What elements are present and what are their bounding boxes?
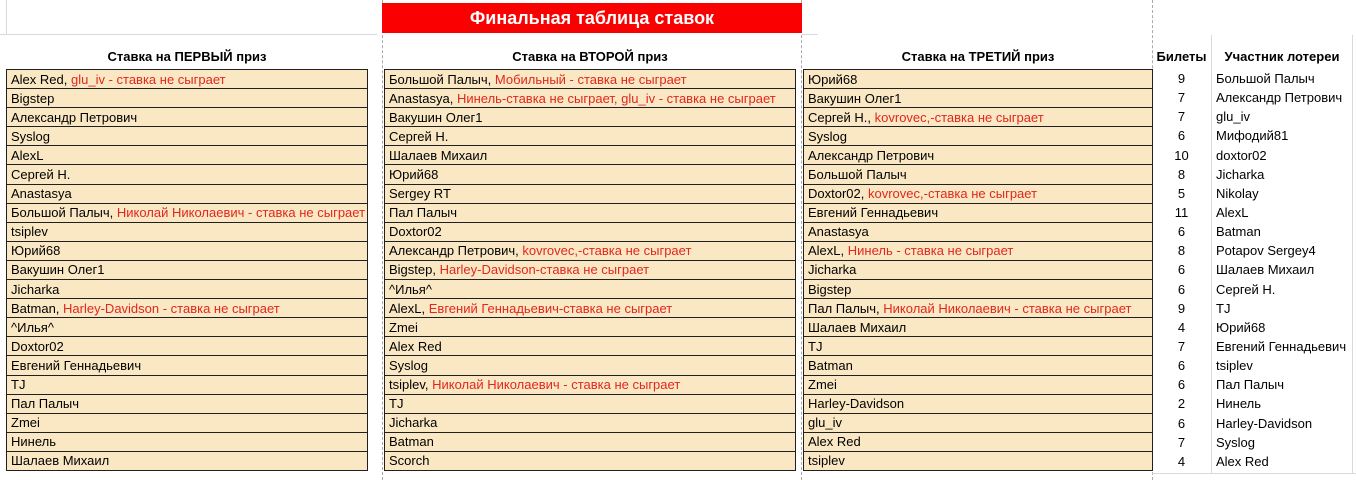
- participant-cell[interactable]: glu_iv: [1216, 109, 1250, 125]
- ticket-count-cell[interactable]: 6: [1177, 281, 1186, 297]
- participant-cell[interactable]: Jicharka: [1216, 166, 1265, 182]
- gridline: [0, 34, 377, 35]
- ticket-count-cell[interactable]: 5: [1177, 185, 1186, 201]
- bet-cell[interactable]: [385, 165, 795, 184]
- bet-cell[interactable]: [804, 165, 1152, 184]
- participant-cell[interactable]: Пал Палыч: [1216, 377, 1285, 393]
- participant-cell[interactable]: Юрий68: [1216, 319, 1266, 335]
- participant-cell[interactable]: Harley-Davidson: [1216, 415, 1313, 431]
- bet-name: TJ: [389, 396, 404, 412]
- bet-cell[interactable]: [385, 127, 795, 146]
- ticket-count-cell[interactable]: 7: [1177, 109, 1186, 125]
- bet-name: Jicharka: [11, 281, 60, 297]
- bet-name: AlexL,: [808, 243, 845, 259]
- bet-cell[interactable]: [7, 280, 367, 299]
- ticket-count-cell[interactable]: 6: [1177, 262, 1186, 278]
- bet-name: Вакушин Олег1: [11, 262, 105, 278]
- bet-table-first-prize: [6, 69, 368, 471]
- participant-cell[interactable]: Нинель: [1216, 396, 1261, 412]
- bet-name: Большой Палыч,: [389, 71, 492, 87]
- bet-name: Batman,: [11, 300, 60, 316]
- bet-name: Шалаев Михаил: [389, 147, 488, 163]
- ticket-count-cell[interactable]: 8: [1177, 166, 1186, 182]
- participant-cell[interactable]: Batman: [1216, 224, 1261, 240]
- bet-name: Bigstep,: [389, 262, 436, 278]
- title-banner: [382, 3, 802, 33]
- bet-cell[interactable]: [804, 127, 1152, 146]
- bet-cell[interactable]: [385, 70, 795, 89]
- bet-name: Alex Red: [808, 434, 861, 450]
- bet-cell[interactable]: [385, 146, 795, 165]
- bet-name: TJ: [808, 338, 823, 354]
- bet-lost-note: Harley-Davidson-ставка не сыграет: [435, 262, 650, 278]
- bet-cell[interactable]: [804, 337, 1152, 356]
- participant-cell[interactable]: TJ: [1216, 300, 1231, 316]
- bet-lost-note: Николай Николаевич - ставка не сыграет: [428, 377, 681, 393]
- bet-name: Batman: [389, 434, 434, 450]
- column-header-participant: Участник лотереи: [1224, 48, 1340, 64]
- bet-cell[interactable]: [7, 395, 367, 414]
- bet-name: Batman: [808, 357, 853, 373]
- bet-lost-note: Евгений Геннадьевич-ставка не сыграет: [425, 300, 673, 316]
- bet-cell[interactable]: [7, 433, 367, 452]
- bet-name: Евгений Геннадьевич: [11, 357, 142, 373]
- participant-cell[interactable]: Александр Петрович: [1216, 90, 1343, 106]
- bet-name: Zmei: [808, 377, 837, 393]
- bet-cell[interactable]: [7, 204, 367, 223]
- bet-name: Jicharka: [808, 262, 857, 278]
- participant-cell[interactable]: Potapov Sergey4: [1216, 243, 1316, 259]
- bet-name: Anastasya: [808, 224, 869, 240]
- ticket-count-cell[interactable]: 2: [1177, 396, 1186, 412]
- bet-name: Евгений Геннадьевич: [808, 205, 939, 221]
- bet-name: Сергей Н.: [389, 128, 449, 144]
- bet-lost-note: kovrovec,-ставка не сыграет: [518, 243, 692, 259]
- participant-cell[interactable]: Евгений Геннадьевич: [1216, 339, 1347, 355]
- bet-cell[interactable]: [7, 376, 367, 395]
- bet-name: Александр Петрович: [808, 147, 935, 163]
- bet-cell[interactable]: [804, 376, 1152, 395]
- bet-lost-note: kovrovec,-ставка не сыграет: [871, 109, 1044, 125]
- participant-cell[interactable]: Nikolay: [1216, 185, 1259, 201]
- ticket-count-cell[interactable]: 9: [1177, 300, 1186, 316]
- bet-cell[interactable]: [804, 70, 1152, 89]
- bet-cell[interactable]: [7, 70, 367, 89]
- bet-cell[interactable]: [804, 185, 1152, 204]
- bet-name: tsiplev,: [389, 377, 429, 393]
- bet-name: Alex Red,: [11, 71, 68, 87]
- gridline: [1152, 473, 1356, 474]
- bet-cell[interactable]: [385, 414, 795, 433]
- bet-name: Bigstep: [808, 281, 852, 297]
- bet-name: tsiplev: [11, 224, 48, 240]
- ticket-count-cell[interactable]: 7: [1177, 339, 1186, 355]
- column-header-tickets: Билеты: [1156, 48, 1207, 64]
- bet-name: AlexL,: [389, 300, 426, 316]
- ticket-count-cell[interactable]: 7: [1177, 434, 1186, 450]
- ticket-count-cell[interactable]: 4: [1177, 319, 1186, 335]
- bet-cell[interactable]: [7, 89, 367, 108]
- bet-name: Пал Палыч,: [808, 300, 880, 316]
- bet-cell[interactable]: [385, 299, 795, 318]
- bet-cell[interactable]: [385, 242, 795, 261]
- bet-cell[interactable]: [385, 223, 795, 242]
- bet-cell[interactable]: [804, 318, 1152, 337]
- bet-name: Zmei: [11, 415, 40, 431]
- bet-cell[interactable]: [7, 242, 367, 261]
- bet-cell[interactable]: [804, 108, 1152, 127]
- bet-name: Нинель: [11, 434, 56, 450]
- bet-cell[interactable]: [7, 452, 367, 470]
- bet-name: Anastasya: [11, 186, 72, 202]
- bet-cell[interactable]: [7, 108, 367, 127]
- bet-table-second-prize: [384, 69, 796, 471]
- column-header-first-prize: Ставка на ПЕРВЫЙ приз: [107, 48, 267, 64]
- bet-cell[interactable]: [804, 395, 1152, 414]
- bet-cell[interactable]: [7, 223, 367, 242]
- bet-cell[interactable]: [385, 356, 795, 375]
- ticket-count-cell[interactable]: 6: [1177, 128, 1186, 144]
- bet-cell[interactable]: [804, 223, 1152, 242]
- ticket-count-cell[interactable]: 8: [1177, 243, 1186, 259]
- bet-lost-note: kovrovec,-ставка не сыграет: [864, 186, 1038, 202]
- bet-cell[interactable]: [7, 356, 367, 375]
- bet-cell[interactable]: [7, 414, 367, 433]
- bet-name: Сергей Н.,: [808, 109, 872, 125]
- bet-name: Вакушин Олег1: [389, 109, 483, 125]
- ticket-count-cell[interactable]: 6: [1177, 358, 1186, 374]
- gridline: [802, 34, 818, 35]
- participant-cell[interactable]: Шалаев Михаил: [1216, 262, 1315, 278]
- bet-cell[interactable]: [804, 146, 1152, 165]
- bet-name: Zmei: [389, 319, 418, 335]
- ticket-count-cell[interactable]: 9: [1177, 71, 1186, 87]
- bet-name: ^Илья^: [389, 281, 432, 297]
- participant-cell[interactable]: doxtor02: [1216, 147, 1267, 163]
- bet-name: ^Илья^: [11, 319, 54, 335]
- bet-cell[interactable]: [7, 299, 367, 318]
- bet-name: Шалаев Михаил: [11, 453, 110, 469]
- bet-lost-note: Harley-Davidson - ставка не сыграет: [59, 300, 280, 316]
- ticket-count-cell[interactable]: 6: [1177, 224, 1186, 240]
- bet-cell[interactable]: [804, 242, 1152, 261]
- bet-name: Alex Red: [389, 338, 442, 354]
- bet-name: Сергей Н.: [11, 167, 71, 183]
- bet-lost-note: glu_iv - ставка не сыграет: [67, 71, 226, 87]
- bet-cell[interactable]: [385, 433, 795, 452]
- bet-name: Юрий68: [11, 243, 61, 259]
- bet-cell[interactable]: [385, 108, 795, 127]
- bet-cell[interactable]: [7, 127, 367, 146]
- bet-cell[interactable]: [7, 318, 367, 337]
- bet-cell[interactable]: [385, 89, 795, 108]
- bet-name: Вакушин Олег1: [808, 90, 902, 106]
- bet-cell[interactable]: [7, 337, 367, 356]
- bet-name: Anastasya,: [389, 90, 454, 106]
- participant-cell[interactable]: tsiplev: [1216, 358, 1253, 374]
- bet-lost-note: Нинель-ставка не сыграет, glu_iv - ставка не сыграет: [453, 90, 776, 106]
- bet-cell[interactable]: [804, 433, 1152, 452]
- bet-cell[interactable]: [804, 356, 1152, 375]
- bet-cell[interactable]: [804, 204, 1152, 223]
- bet-name: Doxtor02,: [808, 186, 865, 202]
- bet-name: Юрий68: [389, 167, 439, 183]
- bet-name: Александр Петрович: [11, 109, 138, 125]
- participant-cell[interactable]: Syslog: [1216, 434, 1256, 450]
- bet-cell[interactable]: [385, 318, 795, 337]
- bet-name: Пал Палыч: [11, 396, 80, 412]
- bet-name: Jicharka: [389, 415, 438, 431]
- column-header-second-prize: Ставка на ВТОРОЙ приз: [512, 48, 668, 64]
- bet-name: Harley-Davidson: [808, 396, 905, 412]
- bet-cell[interactable]: [385, 280, 795, 299]
- ticket-count-cell[interactable]: 6: [1177, 415, 1186, 431]
- bet-cell[interactable]: [804, 89, 1152, 108]
- bet-lost-note: Нинель - ставка не сыграет: [844, 243, 1014, 259]
- bet-name: Большой Палыч,: [11, 205, 114, 221]
- bet-name: Syslog: [11, 128, 51, 144]
- bet-cell[interactable]: [385, 185, 795, 204]
- bet-name: AlexL: [11, 147, 44, 163]
- bet-name: Bigstep: [11, 90, 55, 106]
- participant-cell[interactable]: Сергей Н.: [1216, 281, 1276, 297]
- bet-cell[interactable]: [385, 452, 795, 470]
- bet-lost-note: Николай Николаевич - ставка не сыграет: [113, 205, 366, 221]
- bet-name: Scorch: [389, 453, 430, 469]
- bet-name: Пал Палыч: [389, 205, 458, 221]
- bet-lost-note: Мобильный - ставка не сыграет: [491, 71, 687, 87]
- bet-name: tsiplev: [808, 453, 845, 469]
- participant-cell[interactable]: Alex Red: [1216, 453, 1269, 469]
- participant-cell[interactable]: AlexL: [1216, 205, 1249, 221]
- page-break-line: [382, 0, 383, 480]
- bet-name: Syslog: [808, 128, 848, 144]
- bet-name: Александр Петрович,: [389, 243, 519, 259]
- gridline: [1211, 35, 1212, 473]
- ticket-count-cell[interactable]: 4: [1177, 453, 1186, 469]
- tickets-column: [1152, 69, 1211, 471]
- bet-cell[interactable]: [804, 452, 1152, 470]
- bet-name: TJ: [11, 377, 26, 393]
- ticket-count-cell[interactable]: 11: [1174, 205, 1189, 221]
- participant-cell[interactable]: Мифодий81: [1216, 128, 1289, 144]
- bet-cell[interactable]: [7, 261, 367, 280]
- bet-cell[interactable]: [7, 146, 367, 165]
- gridline: [6, 0, 7, 34]
- bet-cell[interactable]: [804, 261, 1152, 280]
- participant-cell[interactable]: Большой Палыч: [1216, 71, 1315, 87]
- bet-cell[interactable]: [385, 261, 795, 280]
- bet-cell[interactable]: [7, 165, 367, 184]
- bet-cell[interactable]: [804, 414, 1152, 433]
- bet-cell[interactable]: [804, 299, 1152, 318]
- bet-name: Юрий68: [808, 71, 858, 87]
- bet-lost-note: Николай Николаевич - ставка не сыграет: [879, 300, 1132, 316]
- bet-cell[interactable]: [385, 376, 795, 395]
- bet-name: Большой Палыч: [808, 167, 907, 183]
- ticket-count-cell[interactable]: 6: [1177, 377, 1186, 393]
- bet-name: glu_iv: [808, 415, 842, 431]
- page-title: Финальная таблица ставок: [469, 7, 715, 28]
- participants-column: [1213, 69, 1353, 471]
- column-header-third-prize: Ставка на ТРЕТИЙ приз: [901, 48, 1055, 64]
- ticket-count-cell[interactable]: 10: [1174, 147, 1189, 163]
- bet-name: Doxtor02: [389, 224, 442, 240]
- bet-cell[interactable]: [385, 395, 795, 414]
- page-break-line: [801, 0, 802, 480]
- bet-name: Doxtor02: [11, 338, 64, 354]
- bet-cell[interactable]: [804, 280, 1152, 299]
- bet-cell[interactable]: [385, 337, 795, 356]
- bet-table-third-prize: [803, 69, 1153, 471]
- ticket-count-cell[interactable]: 7: [1177, 90, 1186, 106]
- bet-name: Шалаев Михаил: [808, 319, 907, 335]
- bet-name: Sergey RT: [389, 186, 451, 202]
- bet-name: Syslog: [389, 357, 429, 373]
- bet-cell[interactable]: [7, 185, 367, 204]
- bet-cell[interactable]: [385, 204, 795, 223]
